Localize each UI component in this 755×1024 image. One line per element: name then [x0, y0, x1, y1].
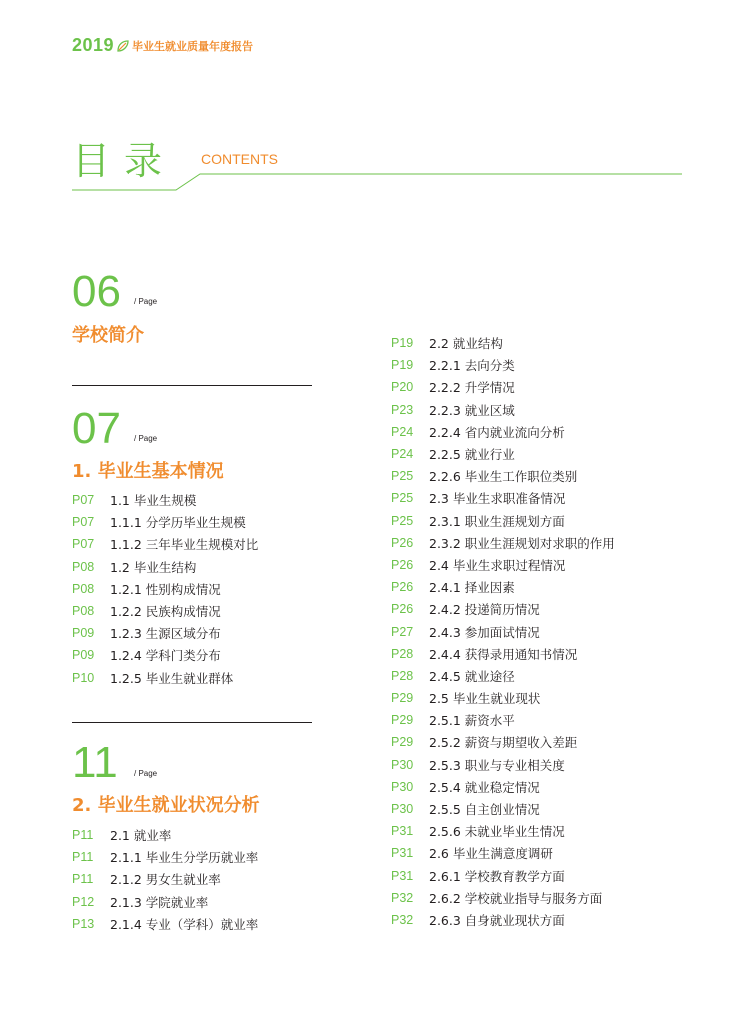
- toc-entry-label: 2.6.2 学校就业指导与服务方面: [429, 890, 603, 906]
- toc-entry-label: 2.4 毕业生求职过程情况: [429, 557, 566, 573]
- toc-entry[interactable]: [391, 598, 615, 620]
- toc-entry[interactable]: [391, 443, 615, 465]
- toc-entry-page: P29: [391, 713, 414, 728]
- toc-entry-page: P19: [391, 358, 414, 373]
- toc-entry[interactable]: [391, 376, 615, 398]
- toc-entry-page: P08: [72, 581, 95, 596]
- toc-entry-page: P27: [391, 624, 414, 639]
- toc-entry-page: P31: [391, 868, 414, 883]
- toc-entry[interactable]: [391, 865, 615, 887]
- toc-entry[interactable]: [391, 620, 615, 642]
- toc-entry-label: 2.2.5 就业行业: [429, 447, 515, 463]
- toc-entry-label: 2.4.5 就业途径: [429, 668, 515, 684]
- toc-list-right-column: [391, 332, 615, 931]
- toc-entry-label: 2.4.4 获得录用通知书情况: [429, 646, 578, 662]
- toc-entry[interactable]: [391, 909, 615, 931]
- toc-entry[interactable]: [391, 665, 615, 687]
- toc-entry-page: P28: [391, 646, 414, 661]
- toc-entry[interactable]: [391, 421, 615, 443]
- section-divider: [72, 722, 312, 723]
- toc-entry-label: 2.5.3 职业与专业相关度: [429, 757, 565, 773]
- toc-entry-label: 1.2 毕业生结构: [110, 559, 197, 575]
- toc-entry-page: P11: [72, 872, 94, 887]
- toc-entry-page: P09: [72, 648, 95, 663]
- toc-entry[interactable]: [72, 667, 258, 689]
- toc-entry-label: 1.2.1 性别构成情况: [110, 581, 221, 597]
- toc-entry-label: 2.6 毕业生满意度调研: [429, 846, 553, 862]
- toc-entry-label: 2.2.3 就业区域: [429, 402, 515, 418]
- toc-entry[interactable]: [391, 465, 615, 487]
- toc-entry[interactable]: [391, 399, 615, 421]
- toc-entry[interactable]: [391, 887, 615, 909]
- toc-entry[interactable]: [72, 533, 258, 555]
- toc-entry-page: P25: [391, 513, 414, 528]
- toc-entry-label: 1.1.1 分学历毕业生规模: [110, 515, 246, 531]
- toc-entry-label: 2.1 就业率: [110, 828, 172, 844]
- toc-entry[interactable]: [391, 798, 615, 820]
- section-heading: 2. 毕业生就业状况分析: [72, 795, 260, 816]
- toc-entry[interactable]: [391, 731, 615, 753]
- toc-entry-label: 2.3 毕业生求职准备情况: [429, 491, 566, 507]
- toc-entry[interactable]: [391, 820, 615, 842]
- toc-list-section-2: [72, 824, 258, 935]
- toc-entry-label: 2.2.6 毕业生工作职位类别: [429, 469, 578, 485]
- toc-entry-label: 1.2.5 毕业生就业群体: [110, 670, 234, 686]
- toc-entry-page: P10: [72, 670, 95, 685]
- toc-entry-label: 2.2.1 去向分类: [429, 358, 515, 374]
- toc-entry-label: 2.4.3 参加面试情况: [429, 624, 540, 640]
- toc-entry[interactable]: [391, 776, 615, 798]
- section-divider: [72, 385, 312, 386]
- toc-entry[interactable]: [72, 489, 258, 511]
- toc-entry[interactable]: [72, 600, 258, 622]
- toc-entry[interactable]: [391, 354, 615, 376]
- toc-list-section-1: [72, 489, 258, 689]
- toc-entry-page: P29: [391, 691, 414, 706]
- toc-entry[interactable]: [72, 868, 258, 890]
- toc-entry[interactable]: [391, 332, 615, 354]
- toc-entry-page: P23: [391, 402, 414, 417]
- toc-entry-page: P20: [391, 380, 414, 395]
- toc-entry-page: P32: [391, 890, 414, 905]
- toc-entry-label: 2.6.3 自身就业现状方面: [429, 912, 565, 928]
- toc-entry-page: P24: [391, 424, 414, 439]
- toc-entry-label: 2.1.4 专业（学科）就业率: [110, 916, 259, 932]
- toc-entry-page: P30: [391, 779, 414, 794]
- toc-entry-label: 2.5.1 薪资水平: [429, 713, 515, 729]
- toc-entry[interactable]: [72, 846, 258, 868]
- toc-entry-label: 2.2.4 省内就业流向分析: [429, 424, 565, 440]
- toc-entry-label: 2.5.5 自主创业情况: [429, 802, 540, 818]
- toc-entry-page: P07: [72, 537, 95, 552]
- toc-entry[interactable]: [72, 622, 258, 644]
- toc-title: 目录: [72, 139, 177, 183]
- toc-entry-label: 2.4.2 投递简历情况: [429, 602, 540, 618]
- toc-entry-page: P29: [391, 735, 414, 750]
- toc-entry-label: 1.2.3 生源区域分布: [110, 626, 221, 642]
- toc-entry-page: P08: [72, 604, 95, 619]
- toc-subtitle: CONTENTS: [201, 151, 278, 167]
- toc-entry[interactable]: [72, 511, 258, 533]
- title-underline-rule: [72, 170, 684, 192]
- toc-entry[interactable]: [391, 510, 615, 532]
- toc-entry-page: P07: [72, 493, 95, 508]
- toc-entry[interactable]: [391, 842, 615, 864]
- section-heading: 1. 毕业生基本情况: [72, 461, 224, 482]
- section-heading: 学校简介: [72, 325, 144, 346]
- toc-entry[interactable]: [391, 643, 615, 665]
- toc-entry-label: 2.2 就业结构: [429, 336, 503, 352]
- toc-entry[interactable]: [391, 687, 615, 709]
- toc-entry-page: P12: [72, 894, 95, 909]
- toc-entry-page: P26: [391, 557, 414, 572]
- toc-entry-page: P07: [72, 515, 95, 530]
- toc-entry[interactable]: [391, 487, 615, 509]
- toc-entry-label: 2.2.2 升学情况: [429, 380, 515, 396]
- toc-entry[interactable]: [72, 578, 258, 600]
- toc-entry-label: 2.1.1 毕业生分学历就业率: [110, 850, 259, 866]
- toc-entry[interactable]: [391, 754, 615, 776]
- toc-entry[interactable]: [72, 913, 258, 935]
- toc-entry-page: P26: [391, 602, 414, 617]
- section-page-number: 11: [72, 738, 118, 787]
- toc-entry-label: 2.1.3 学院就业率: [110, 894, 209, 910]
- toc-entry-page: P13: [72, 916, 95, 931]
- toc-entry-label: 1.1 毕业生规模: [110, 493, 197, 509]
- toc-entry-page: P26: [391, 580, 414, 595]
- toc-entry[interactable]: [391, 554, 615, 576]
- toc-entry-label: 2.3.1 职业生涯规划方面: [429, 513, 565, 529]
- report-header: [72, 30, 253, 54]
- toc-entry-page: P31: [391, 824, 414, 839]
- toc-entry-page: P28: [391, 668, 414, 683]
- section-page-number: 07: [72, 404, 121, 453]
- toc-entry-label: 2.5.4 就业稳定情况: [429, 779, 540, 795]
- section-page-word: / Page: [134, 769, 158, 778]
- toc-entry[interactable]: [391, 576, 615, 598]
- toc-entry[interactable]: [391, 532, 615, 554]
- header-year: 2019: [72, 35, 115, 55]
- header-title: 毕业生就业质量年度报告: [132, 40, 254, 53]
- toc-entry-label: 2.4.1 择业因素: [429, 580, 515, 596]
- toc-entry-page: P09: [72, 626, 95, 641]
- toc-entry[interactable]: [72, 824, 258, 846]
- section-page-number: 06: [72, 267, 121, 316]
- toc-entry-page: P26: [391, 535, 414, 550]
- toc-entry-page: P19: [391, 336, 414, 351]
- toc-entry-label: 2.5 毕业生就业现状: [429, 691, 541, 707]
- toc-entry[interactable]: [391, 709, 615, 731]
- toc-entry[interactable]: [72, 556, 258, 578]
- toc-entry-page: P30: [391, 757, 414, 772]
- section-page-word: / Page: [134, 297, 158, 306]
- toc-entry-label: 2.3.2 职业生涯规划对求职的作用: [429, 535, 615, 551]
- toc-entry-page: P31: [391, 846, 414, 861]
- toc-entry[interactable]: [72, 891, 258, 913]
- toc-entry-label: 1.1.2 三年毕业生规模对比: [110, 537, 259, 553]
- toc-entry-page: P08: [72, 559, 95, 574]
- toc-entry-page: P11: [72, 828, 94, 843]
- toc-entry-label: 2.5.2 薪资与期望收入差距: [429, 735, 578, 751]
- toc-entry-page: P32: [391, 912, 414, 927]
- leaf-logo-icon: [116, 39, 130, 53]
- toc-entry[interactable]: [72, 644, 258, 666]
- toc-entry-label: 1.2.4 学科门类分布: [110, 648, 221, 664]
- toc-entry-page: P11: [72, 850, 94, 865]
- toc-entry-page: P30: [391, 802, 414, 817]
- section-page-word: / Page: [134, 434, 158, 443]
- toc-entry-label: 2.1.2 男女生就业率: [110, 872, 221, 888]
- toc-entry-page: P25: [391, 491, 414, 506]
- toc-entry-label: 1.2.2 民族构成情况: [110, 604, 221, 620]
- toc-entry-label: 2.6.1 学校教育教学方面: [429, 868, 565, 884]
- toc-entry-page: P24: [391, 447, 414, 462]
- toc-entry-label: 2.5.6 未就业毕业生情况: [429, 824, 565, 840]
- toc-entry-page: P25: [391, 469, 414, 484]
